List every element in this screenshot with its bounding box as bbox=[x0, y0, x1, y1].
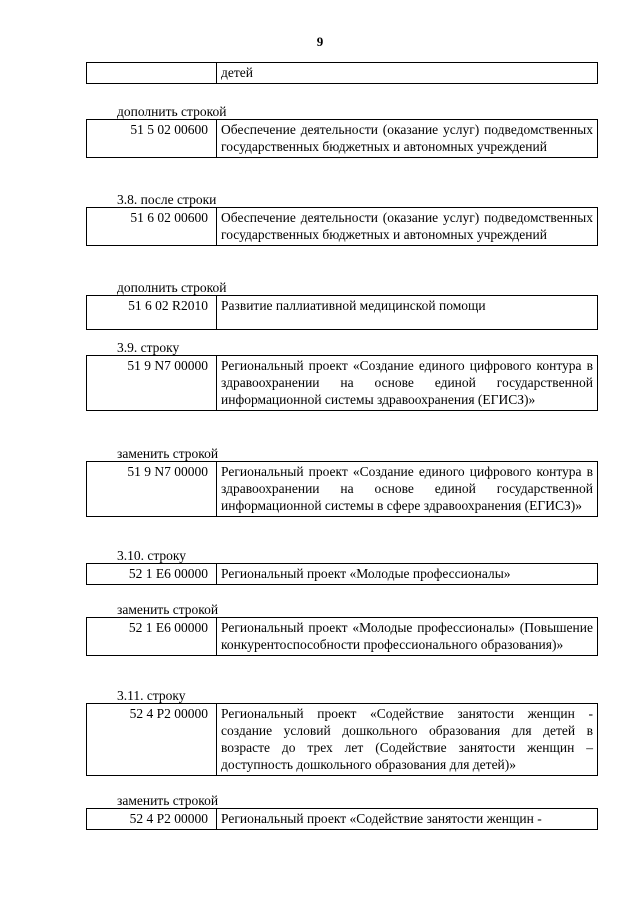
row-code bbox=[87, 63, 217, 84]
table-row bbox=[86, 119, 598, 158]
row-code: 51 9 N7 00000 bbox=[87, 356, 217, 411]
table-row bbox=[86, 355, 598, 411]
row-code: 52 1 Е6 00000 bbox=[87, 564, 217, 585]
row-code: 52 4 Р2 00000 bbox=[87, 809, 217, 830]
table-row bbox=[86, 808, 598, 830]
row-text: Развитие паллиативной медицинской помощи bbox=[217, 296, 598, 330]
row-text: Региональный проект «Молодые профессионалы» (Повышение конкурентоспособности профессионального образования)» bbox=[217, 618, 598, 656]
section-label: 3.10. строку bbox=[117, 548, 187, 563]
section-label: заменить строкой bbox=[117, 602, 219, 617]
row-text: Региональный проект «Содействие занятости женщин - bbox=[217, 809, 598, 830]
row-code: 51 6 02 R2010 bbox=[87, 296, 217, 330]
section-label: 3.9. строку bbox=[117, 340, 180, 355]
row-text: детей bbox=[217, 63, 598, 84]
section-label: дополнить строкой bbox=[117, 104, 227, 119]
row-text: Обеспечение деятельности (оказание услуг) подведомственных государственных бюджетных и автономных учреждений bbox=[217, 120, 598, 158]
table-row bbox=[86, 207, 598, 246]
row-text: Региональный проект «Создание единого цифрового контура в здравоохранении на основе единой государственной информационной системы здравоохранения (ЕГИСЗ)» bbox=[217, 356, 598, 411]
row-code: 51 9 N7 00000 bbox=[87, 462, 217, 517]
table-row bbox=[86, 703, 598, 776]
row-code: 52 4 Р2 00000 bbox=[87, 704, 217, 776]
section-label: дополнить строкой bbox=[117, 280, 227, 295]
row-text: Региональный проект «Молодые профессионалы» bbox=[217, 564, 598, 585]
row-code: 51 6 02 00600 bbox=[87, 208, 217, 246]
table-row bbox=[86, 62, 598, 84]
row-text: Обеспечение деятельности (оказание услуг) подведомственных государственных бюджетных и автономных учреждений bbox=[217, 208, 598, 246]
section-label: заменить строкой bbox=[117, 793, 219, 808]
section-label: 3.8. после строки bbox=[117, 192, 217, 207]
table-row bbox=[86, 563, 598, 585]
table-row bbox=[86, 461, 598, 517]
table-row bbox=[86, 617, 598, 656]
row-code: 52 1 Е6 00000 bbox=[87, 618, 217, 656]
row-text: Региональный проект «Содействие занятости женщин - создание условий дошкольного образования для детей в возрасте до трех лет (Содействие занятости женщин – доступность дошкольного образования для детей)» bbox=[217, 704, 598, 776]
row-code: 51 5 02 00600 bbox=[87, 120, 217, 158]
section-label: 3.11. строку bbox=[117, 688, 186, 703]
table-row bbox=[86, 295, 598, 330]
section-label: заменить строкой bbox=[117, 446, 219, 461]
row-text: Региональный проект «Создание единого цифрового контура в здравоохранении на основе единой государственной информационной системы в сфере здравоохранения (ЕГИСЗ)» bbox=[217, 462, 598, 517]
page-number: 9 bbox=[316, 34, 324, 49]
